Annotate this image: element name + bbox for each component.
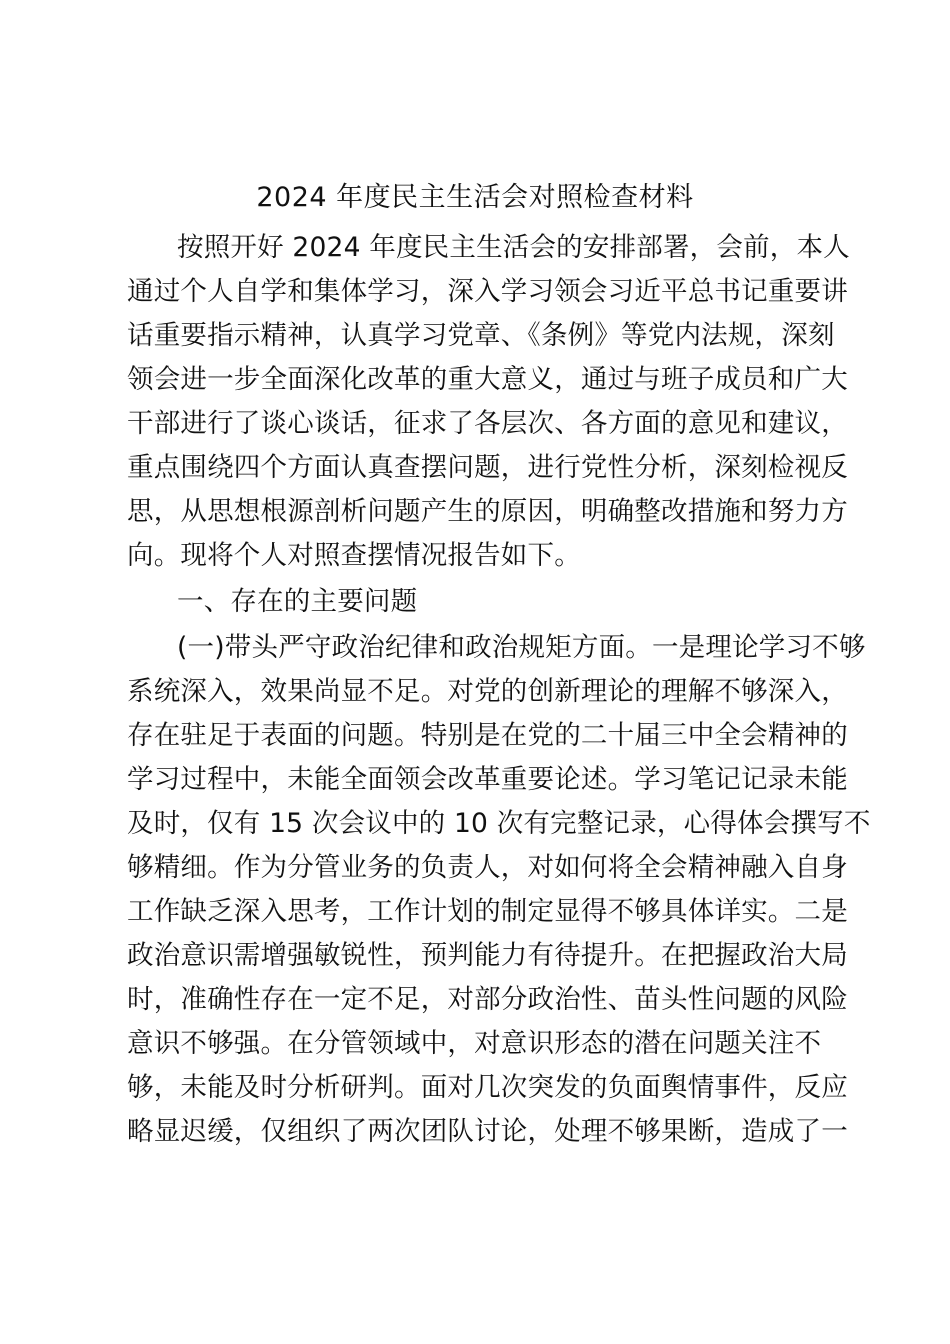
paragraph-line: 够，未能及时分析研判。面对几次突发的负面舆情事件，反应 <box>127 1072 848 1103</box>
document-title: 2024 年度民主生活会对照检查材料 <box>256 182 694 213</box>
paragraph-line: 领会进一步全面深化改革的重大意义，通过与班子成员和广大 <box>127 364 848 395</box>
paragraph-line: 政治意识需增强敏锐性，预判能力有待提升。在把握政治大局 <box>127 940 848 971</box>
section-heading: 一、存在的主要问题 <box>177 586 418 617</box>
paragraph-line: 干部进行了谈心谈话，征求了各层次、各方面的意见和建议， <box>127 408 848 439</box>
paragraph-line: 通过个人自学和集体学习，深入学习领会习近平总书记重要讲 <box>127 276 848 307</box>
paragraph-line: 按照开好 2024 年度民主生活会的安排部署，会前，本人 <box>177 232 850 263</box>
paragraph-line: 重点围绕四个方面认真查摆问题，进行党性分析，深刻检视反 <box>127 452 848 483</box>
paragraph-line: 存在驻足于表面的问题。特别是在党的二十届三中全会精神的 <box>127 720 848 751</box>
paragraph-line: 及时，仅有 15 次会议中的 10 次有完整记录，心得体会撰写不 <box>127 808 871 839</box>
paragraph-line: 向。现将个人对照查摆情况报告如下。 <box>127 540 581 571</box>
paragraph-line: 略显迟缓，仅组织了两次团队讨论，处理不够果断，造成了一 <box>127 1116 848 1147</box>
paragraph-line: 意识不够强。在分管领域中，对意识形态的潜在问题关注不 <box>127 1028 822 1059</box>
paragraph-line: 时，准确性存在一定不足，对部分政治性、苗头性问题的风险 <box>127 984 848 1015</box>
paragraph-line: 工作缺乏深入思考，工作计划的制定显得不够具体详实。二是 <box>127 896 848 927</box>
paragraph-line: (一)带头严守政治纪律和政治规矩方面。一是理论学习不够 <box>177 632 866 663</box>
paragraph-line: 话重要指示精神，认真学习党章、《条例》等党内法规，深刻 <box>127 320 835 351</box>
paragraph-line: 系统深入，效果尚显不足。对党的创新理论的理解不够深入， <box>127 676 848 707</box>
paragraph-line: 学习过程中，未能全面领会改革重要论述。学习笔记记录未能 <box>127 764 848 795</box>
paragraph-line: 够精细。作为分管业务的负责人，对如何将全会精神融入自身 <box>127 852 848 883</box>
paragraph-line: 思，从思想根源剖析问题产生的原因，明确整改措施和努力方 <box>127 496 848 527</box>
